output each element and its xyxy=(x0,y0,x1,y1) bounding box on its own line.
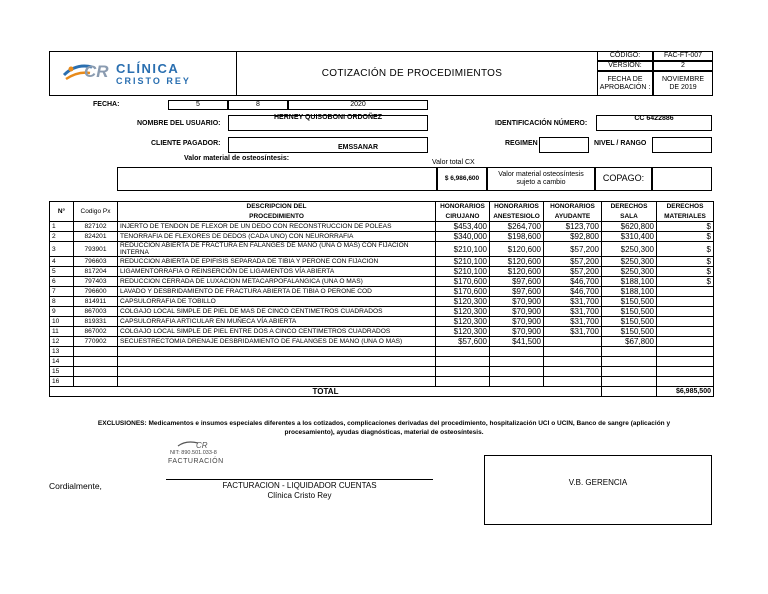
row-materiales xyxy=(657,307,714,317)
table-row xyxy=(50,242,714,257)
fecha-mes: 8 xyxy=(228,100,288,110)
row-ayudante: $92,800 xyxy=(544,232,602,242)
row-ayudante xyxy=(544,357,602,367)
row-ayudante: $57,200 xyxy=(544,257,602,267)
material-field xyxy=(117,167,437,191)
row-ayudante xyxy=(544,377,602,387)
row-materiales xyxy=(657,347,714,357)
row-number: 6 xyxy=(50,277,74,287)
row-sala: $250,300 xyxy=(602,267,657,277)
total-value: $6,985,500 xyxy=(657,387,714,397)
row-cirujano xyxy=(436,347,490,357)
material-cambio-label: Valor material osteosíntesis sujeto a cambio xyxy=(487,167,595,191)
row-anestesiologo xyxy=(490,367,544,377)
row-materiales xyxy=(657,367,714,377)
row-sala: $310,400 xyxy=(602,232,657,242)
row-cirujano: $57,600 xyxy=(436,337,490,347)
row-number: 10 xyxy=(50,317,74,327)
row-code: 819331 xyxy=(74,317,118,327)
row-description: REDUCCION ABIERTA DE EPIFISIS SEPARADA DE TIBIA Y PERONE CON FIJACION xyxy=(118,257,436,267)
facturacion-stamp xyxy=(160,439,240,467)
row-code xyxy=(74,377,118,387)
col-n: N° xyxy=(50,202,74,222)
row-number: 15 xyxy=(50,367,74,377)
row-materiales xyxy=(657,377,714,387)
document-title: COTIZACIÓN DE PROCEDIMIENTOS xyxy=(321,68,503,79)
table-row xyxy=(50,307,714,317)
row-description xyxy=(118,367,436,377)
row-anestesiologo: $41,500 xyxy=(490,337,544,347)
table-row xyxy=(50,257,714,267)
row-description xyxy=(118,357,436,367)
version-label: VERSIÓN: xyxy=(597,61,653,71)
col-der-1: DERECHOS xyxy=(602,202,657,212)
row-sala: $250,300 xyxy=(602,242,657,257)
row-description: CAPSULORRAFIA DE TOBILLO xyxy=(118,297,436,307)
row-ayudante xyxy=(544,347,602,357)
row-materiales xyxy=(657,297,714,307)
fecha-aprobacion-label: FECHA DE APROBACIÓN : xyxy=(597,71,653,96)
row-anestesiologo xyxy=(490,357,544,367)
row-cirujano: $120,300 xyxy=(436,297,490,307)
row-sala: $188,100 xyxy=(602,287,657,297)
row-materiales xyxy=(657,357,714,367)
exclusiones-text: EXCLUSIONES: Medicamentos e insumos especiales diferentes a los cotizados, complicaciones derivadas del procedimiento, hospitalización UCI o UCIN, Banco de sangre (aplicación y procesamiento), ayudas diagnósticas, material de osteosíntesis. xyxy=(97,420,671,436)
row-anestesiologo: $70,900 xyxy=(490,297,544,307)
row-sala: $188,100 xyxy=(602,277,657,287)
stamp-label: FACTURACIÓN xyxy=(168,458,224,465)
nivel-label: NIVEL / RANGO xyxy=(594,140,647,147)
identificacion-label: IDENTIFICACIÓN NÚMERO: xyxy=(495,120,588,127)
row-anestesiologo: $120,600 xyxy=(490,257,544,267)
row-ayudante: $57,200 xyxy=(544,242,602,257)
total-cx-value: $ 6,986,600 xyxy=(437,167,487,191)
row-anestesiologo: $70,900 xyxy=(490,327,544,337)
row-cirujano: $170,600 xyxy=(436,277,490,287)
row-sala xyxy=(602,357,657,367)
row-ayudante: $46,700 xyxy=(544,277,602,287)
stamp-nit: NIT: 890.501.033-8 xyxy=(170,450,217,456)
row-description: SECUESTRECTOMIA DRENAJE DESBRIDAMIENTO DE FALANGES DE MANO (UNA O MAS) xyxy=(118,337,436,347)
row-number: 3 xyxy=(50,242,74,257)
clinic-logo xyxy=(62,59,232,89)
row-sala: $620,800 xyxy=(602,222,657,232)
fecha-anio: 2020 xyxy=(288,100,428,110)
table-row xyxy=(50,277,714,287)
row-description: LAVADO Y DESBRIDAMIENTO DE FRACTURA ABIERTA DE TIBIA O PERONE COD xyxy=(118,287,436,297)
cordialmente-text: Cordialmente, xyxy=(49,481,102,491)
row-materiales: $ xyxy=(657,277,714,287)
row-anestesiologo: $120,600 xyxy=(490,267,544,277)
regimen-field xyxy=(539,137,589,153)
row-code xyxy=(74,367,118,377)
table-header-row-2 xyxy=(50,212,714,222)
row-cirujano: $120,300 xyxy=(436,307,490,317)
regimen-label: REGIMEN xyxy=(505,140,538,147)
row-ayudante: $57,200 xyxy=(544,267,602,277)
row-code: 770902 xyxy=(74,337,118,347)
total-cx-label: Valor total CX xyxy=(432,159,475,166)
row-sala xyxy=(602,347,657,357)
row-ayudante: $31,700 xyxy=(544,307,602,317)
row-anestesiologo xyxy=(490,377,544,387)
row-number: 9 xyxy=(50,307,74,317)
table-row xyxy=(50,337,714,347)
row-anestesiologo xyxy=(490,347,544,357)
logo-sub-text: CRISTO REY xyxy=(116,76,191,86)
version-value: 2 xyxy=(653,61,713,71)
row-ayudante: $31,700 xyxy=(544,327,602,337)
row-anestesiologo: $70,900 xyxy=(490,317,544,327)
firma-cargo: FACTURACION - LIQUIDADOR CUENTAS xyxy=(222,481,377,490)
total-spacer xyxy=(602,387,657,397)
row-anestesiologo: $264,700 xyxy=(490,222,544,232)
gerencia-box xyxy=(484,455,712,525)
row-sala: $67,800 xyxy=(602,337,657,347)
row-number: 13 xyxy=(50,347,74,357)
row-number: 1 xyxy=(50,222,74,232)
row-number: 2 xyxy=(50,232,74,242)
row-code: 824201 xyxy=(74,232,118,242)
table-row xyxy=(50,297,714,307)
table-row xyxy=(50,377,714,387)
row-code: 867003 xyxy=(74,307,118,317)
row-description: INJERTO DE TENDON DE FLEXOR DE UN DEDO CON RECONSTRUCCION DE POLEAS xyxy=(118,222,436,232)
col-hon-1: HONORARIOS xyxy=(436,202,490,212)
row-code: 814911 xyxy=(74,297,118,307)
row-description: LIGAMENTORRAFIA O REINSERCIÓN DE LIGAMENTOS VÍA ABIERTA xyxy=(118,267,436,277)
signature-line xyxy=(166,479,433,480)
procedures-table xyxy=(49,201,714,397)
row-cirujano xyxy=(436,367,490,377)
row-cirujano xyxy=(436,357,490,367)
fecha-aprobacion-value: NOVIEMBRE DE 2019 xyxy=(653,71,713,96)
table-row xyxy=(50,287,714,297)
row-description xyxy=(118,377,436,387)
col-materiales: MATERIALES xyxy=(657,212,714,222)
row-code: 817204 xyxy=(74,267,118,277)
col-ayudante: AYUDANTE xyxy=(544,212,602,222)
row-anestesiologo: $198,600 xyxy=(490,232,544,242)
row-sala: $150,500 xyxy=(602,297,657,307)
table-row xyxy=(50,357,714,367)
row-cirujano: $210,100 xyxy=(436,267,490,277)
row-cirujano: $210,100 xyxy=(436,257,490,267)
row-number: 12 xyxy=(50,337,74,347)
col-anestesiologo: ANESTESIOLO xyxy=(490,212,544,222)
row-materiales: $ xyxy=(657,242,714,257)
row-cirujano xyxy=(436,377,490,387)
row-sala xyxy=(602,377,657,387)
row-code xyxy=(74,357,118,367)
row-code: 827102 xyxy=(74,222,118,232)
table-row xyxy=(50,232,714,242)
row-sala: $150,500 xyxy=(602,307,657,317)
col-der-2: DERECHOS xyxy=(657,202,714,212)
table-row xyxy=(50,327,714,337)
usuario-label: NOMBRE DEL USUARIO: xyxy=(137,120,221,127)
row-cirujano: $170,600 xyxy=(436,287,490,297)
row-cirujano: $340,000 xyxy=(436,232,490,242)
row-description: REDUCCION CERRADA DE LUXACION METACARPOFALANGICA (UNA O MAS) xyxy=(118,277,436,287)
col-hon-2: HONORARIOS xyxy=(490,202,544,212)
row-materiales xyxy=(657,287,714,297)
col-desc-2: PROCEDIMIENTO xyxy=(118,212,436,222)
row-materiales xyxy=(657,317,714,327)
row-number: 14 xyxy=(50,357,74,367)
row-materiales: $ xyxy=(657,267,714,277)
row-sala xyxy=(602,367,657,377)
table-row xyxy=(50,367,714,377)
row-number: 7 xyxy=(50,287,74,297)
row-anestesiologo: $120,600 xyxy=(490,242,544,257)
cliente-label: CLIENTE PAGADOR: xyxy=(151,140,221,147)
row-number: 16 xyxy=(50,377,74,387)
row-sala: $150,500 xyxy=(602,327,657,337)
row-sala: $250,300 xyxy=(602,257,657,267)
row-number: 4 xyxy=(50,257,74,267)
row-code: 797403 xyxy=(74,277,118,287)
fecha-label: FECHA: xyxy=(93,101,120,108)
row-ayudante: $31,700 xyxy=(544,317,602,327)
row-number: 11 xyxy=(50,327,74,337)
row-anestesiologo: $70,900 xyxy=(490,307,544,317)
identificacion-value: CC 6422886 xyxy=(634,115,674,122)
logo-main-text: CLÍNICA xyxy=(116,61,180,76)
col-sala: SALA xyxy=(602,212,657,222)
codigo-label: CÓDIGO: xyxy=(597,51,653,61)
table-header-row-1 xyxy=(50,202,714,212)
row-cirujano: $453,400 xyxy=(436,222,490,232)
row-description: CAPSULORRAFIA ARTICULAR EN MUÑECA VÍA ABIERTA xyxy=(118,317,436,327)
svg-text:CR: CR xyxy=(196,441,208,449)
col-cirujano: CIRUJANO xyxy=(436,212,490,222)
row-ayudante: $123,700 xyxy=(544,222,602,232)
cliente-value: EMSSANAR xyxy=(337,144,379,151)
total-row xyxy=(50,387,714,397)
fecha-dia: 5 xyxy=(168,100,228,110)
row-anestesiologo: $97,600 xyxy=(490,287,544,297)
total-label: TOTAL xyxy=(50,387,602,397)
nivel-field xyxy=(652,137,712,153)
table-row xyxy=(50,347,714,357)
row-code: 867002 xyxy=(74,327,118,337)
logo-mark: CR xyxy=(84,62,109,81)
row-sala: $150,500 xyxy=(602,317,657,327)
copago-label: COPAGO: xyxy=(595,167,652,191)
col-hon-3: HONORARIOS xyxy=(544,202,602,212)
row-ayudante xyxy=(544,367,602,377)
row-code xyxy=(74,347,118,357)
col-codigo: Codigo Px xyxy=(74,202,118,222)
codigo-value: FAC-FT-007 xyxy=(653,51,713,61)
firma-entidad: Clínica Cristo Rey xyxy=(267,491,332,500)
col-desc-1: DESCRIPCION DEL xyxy=(118,202,436,212)
gerencia-label: V.B. GERENCIA xyxy=(568,478,628,487)
row-materiales: $ xyxy=(657,222,714,232)
row-number: 5 xyxy=(50,267,74,277)
row-description xyxy=(118,347,436,357)
row-materiales: $ xyxy=(657,232,714,242)
table-row xyxy=(50,222,714,232)
row-anestesiologo: $97,600 xyxy=(490,277,544,287)
copago-field xyxy=(652,167,712,191)
stamp-logo-icon xyxy=(176,439,216,449)
row-ayudante xyxy=(544,337,602,347)
row-code: 796600 xyxy=(74,287,118,297)
row-materiales xyxy=(657,327,714,337)
row-number: 8 xyxy=(50,297,74,307)
table-row xyxy=(50,267,714,277)
row-description: TENORRAFIA DE FLEXORES DE DEDOS (CADA UNO) CON NEURORRAFIA xyxy=(118,232,436,242)
usuario-value: HERNEY QUISOBONI ORDOÑEZ xyxy=(274,114,382,121)
row-cirujano: $210,100 xyxy=(436,242,490,257)
row-description: COLGAJO LOCAL SIMPLE DE PIEL DE MAS DE CINCO CENTIMETROS CUADRADOS xyxy=(118,307,436,317)
row-ayudante: $31,700 xyxy=(544,297,602,307)
row-materiales xyxy=(657,337,714,347)
row-code: 796603 xyxy=(74,257,118,267)
row-description: COLGAJO LOCAL SIMPLE DE PIEL ENTRE DOS A CINCO CENTIMETROS CUADRADOS xyxy=(118,327,436,337)
row-cirujano: $120,300 xyxy=(436,327,490,337)
row-code: 793901 xyxy=(74,242,118,257)
row-description: REDUCCION ABIERTA DE FRACTURA EN FALANGES DE MANO (UNA O MAS) CON FIJACION INTERNA xyxy=(118,242,436,257)
row-ayudante: $46,700 xyxy=(544,287,602,297)
material-label: Valor material de osteosíntesis: xyxy=(184,155,290,162)
table-row xyxy=(50,317,714,327)
row-materiales: $ xyxy=(657,257,714,267)
row-cirujano: $120,300 xyxy=(436,317,490,327)
